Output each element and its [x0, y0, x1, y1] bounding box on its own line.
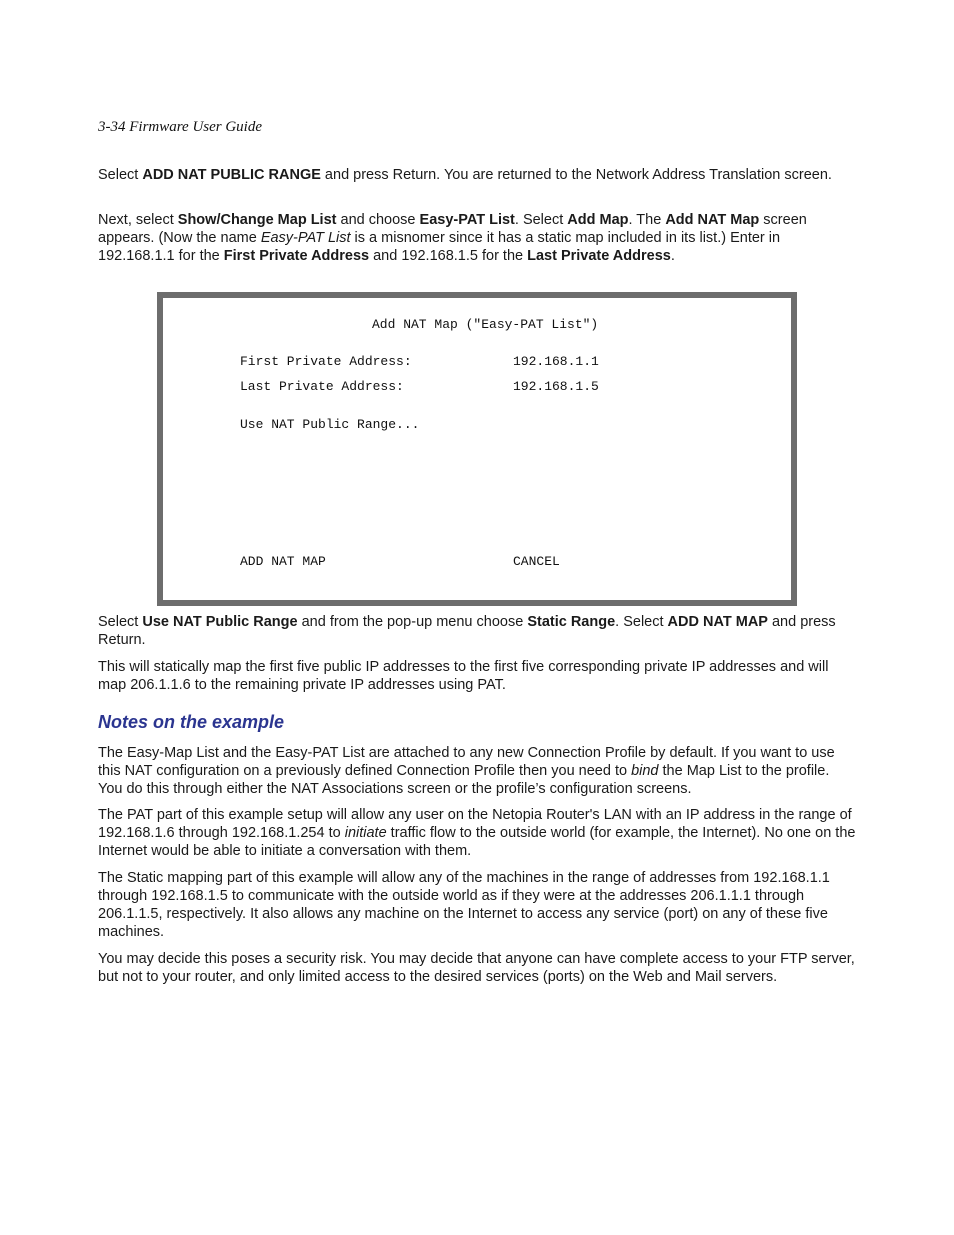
last-private-address-label: Last Private Address: — [240, 379, 404, 394]
paragraph-static-map-result: This will statically map the first five public IP addresses to the first five corresponding private IP addresses and will map 206.1.1.6 to the remaining private IP addresses using PAT. — [98, 659, 829, 693]
first-private-address-label: First Private Address: — [240, 354, 412, 369]
add-nat-map-button[interactable]: ADD NAT MAP — [240, 554, 326, 569]
paragraph-notes-security: You may decide this poses a security risk. You may decide that anyone can have complete access to your FTP server, but not to your router, and only limited access to the desired services (ports) on the Web and Mail servers. — [98, 951, 855, 985]
paragraph-select-add-range: Select ADD NAT PUBLIC RANGE and press Return. You are returned to the Network Address Translation screen. — [98, 167, 832, 183]
paragraph-select-static-range: Select Use NAT Public Range and from the pop-up menu choose Static Range. Select ADD NAT MAP and press Return. — [98, 614, 836, 648]
page-header: 3-34 Firmware User Guide — [98, 119, 263, 135]
paragraph-add-nat-map: Next, select Show/Change Map List and choose Easy-PAT List. Select Add Map. The Add NAT Map screen appears. (Now the name Easy-PAT List is a misnomer since it has a static map included in its list.) Enter in 192.168.1.1 for the First Private Address and 192.168.1.5 for the Last Private Address. — [98, 212, 807, 264]
paragraph-notes-pat: The PAT part of this example setup will allow any user on the Netopia Router's LAN with an IP address in the range of 192.168.1.6 through 192.168.1.254 to initiate traffic flow to the outside world (for example, the Internet). No one on the Internet would be able to initiate a conversation with them. — [98, 807, 856, 859]
screen-title: Add NAT Map ("Easy-PAT List") — [372, 317, 599, 332]
last-private-address-field[interactable]: 192.168.1.5 — [513, 379, 599, 394]
paragraph-notes-bind: The Easy-Map List and the Easy-PAT List are attached to any new Connection Profile by default. If you want to use this NAT configuration on a previously defined Connection Profile then you need to bind the Map List to the profile. You do this through either the NAT Associations screen or the profile’s configuration screens. — [98, 745, 835, 797]
section-heading-notes: Notes on the example — [98, 712, 285, 732]
use-nat-public-range-menu[interactable]: Use NAT Public Range... — [240, 417, 420, 432]
cancel-button[interactable]: CANCEL — [513, 554, 560, 569]
first-private-address-field[interactable]: 192.168.1.1 — [513, 354, 599, 369]
terminal-screen-add-nat-map — [157, 292, 797, 606]
paragraph-notes-static: The Static mapping part of this example will allow any of the machines in the range of addresses from 192.168.1.1 through 192.168.1.5 to communicate with the outside world as if they were at the addresses 206.1.1.1 through 206.1.1.5, respectively. It also allows any machine on the Internet to access any service (port) on any of these five machines. — [98, 870, 830, 940]
